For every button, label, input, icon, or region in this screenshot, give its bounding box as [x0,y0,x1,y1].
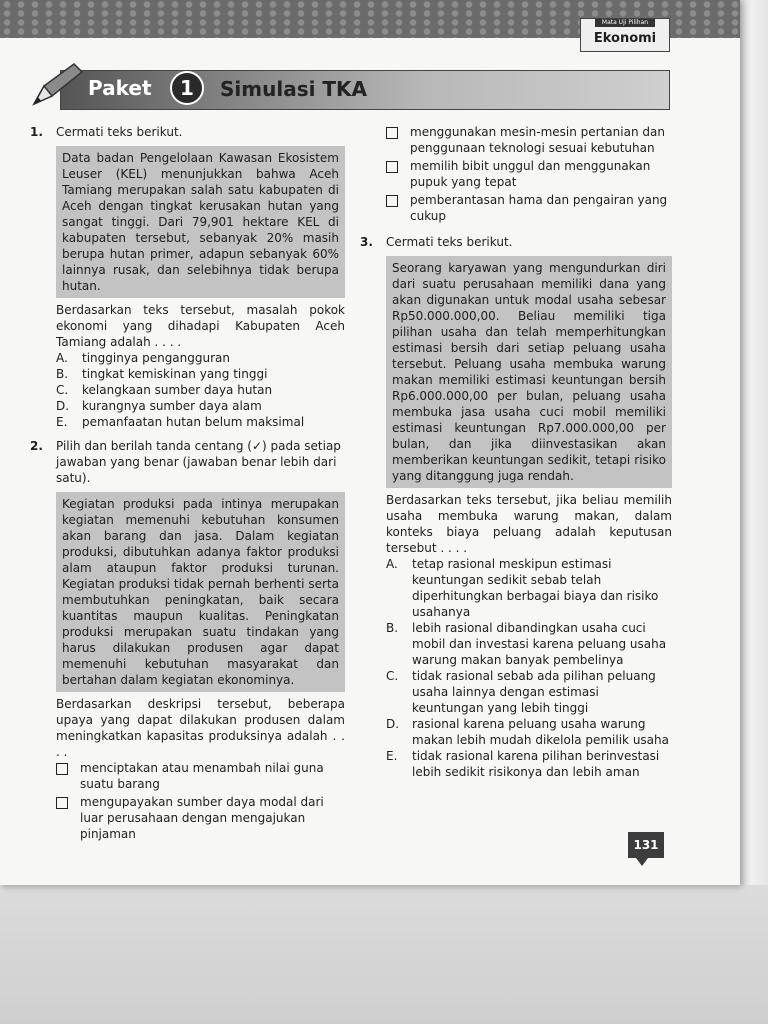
background-surface [0,880,768,1024]
answer-option[interactable] [56,366,345,382]
answer-option[interactable] [386,748,672,780]
answer-checkbox-option[interactable] [386,192,672,224]
right-column [360,124,672,780]
paket-label: Paket [88,76,152,100]
option-text: pemanfaatan hutan belum maksimal [82,415,305,429]
checkbox[interactable] [386,195,398,207]
question-2-header [30,438,345,486]
option-text: tetap rasional meskipun estimasi keuntungan sedikit sebab telah diperhitungkan berbagai biaya dan risiko usahanya [412,557,659,619]
answer-checkbox-option[interactable] [386,158,672,190]
checkbox[interactable] [386,161,398,173]
option-text: pemberantasan hama dan pengairan yang cukup [410,193,668,223]
option-letter: D. [56,399,70,413]
pencil-icon [28,60,84,110]
question-1-stem: Berdasarkan teks tersebut, masalah pokok ekonomi yang dihadapi Kabupaten Aceh Tamiang adalah . . . . [56,303,345,349]
answer-option[interactable] [386,556,672,620]
option-text: lebih rasional dibandingkan usaha cuci mobil dan investasi karena peluang usaha warung makan banyak pembelinya [412,621,667,667]
option-text: menggunakan mesin-mesin pertanian dan penggunaan teknologi sesuai kebutuhan [410,125,665,155]
question-prompt: Cermati teks berikut. [386,235,513,249]
answer-option[interactable] [386,620,672,668]
answer-checkbox-option[interactable] [56,794,345,842]
question-3-stem: Berdasarkan teks tersebut, jika beliau memilih usaha membuka warung makan, dalam konteks biaya peluang adalah keputusan tersebut . . . . [386,493,672,555]
option-letter: A. [56,351,68,365]
answer-option[interactable] [386,668,672,716]
option-text: rasional karena peluang usaha warung makan lebih mudah dikelola pemilik usaha [412,717,669,747]
option-letter: A. [386,557,398,571]
option-text: kurangnya sumber daya alam [82,399,262,413]
question-3-header [360,234,672,250]
question-number: 1. [30,125,43,139]
answer-checkbox-option[interactable] [56,760,345,792]
subject-name: Ekonomi [593,31,657,46]
option-text: menciptakan atau menambah nilai guna suatu barang [80,761,324,791]
checkbox[interactable] [386,127,398,139]
question-1-header [30,124,345,140]
option-letter: E. [56,415,68,429]
question-number: 2. [30,439,43,453]
question-prompt: Cermati teks berikut. [56,125,183,139]
option-letter: B. [386,621,399,635]
question-3-passage: Seorang karyawan yang mengundurkan diri dari suatu perusahaan memiliki dana yang akan digunakan untuk modal usaha sebesar Rp50.000.000,00. Beliau memiliki tiga pilihan usaha dan telah memperhitungkan estimasi bersih dari setiap peluang usaha tersebut. Peluang usaha membuka warung makan memiliki estimasi keuntungan bersih Rp6.000.000,00 per bulan, peluang usaha membuka jasa usaha cuci mobil memiliki estimasi keuntungan Rp7.000.000,00 per bulan, dan jika diinvestasikan akan memberikan keuntungan sedikit, tetapi risiko yang ditanggung juga rendah. [386,256,672,488]
option-letter: B. [56,367,69,381]
subject-caption: Mata Uji Pilihan [595,19,655,27]
option-text: memilih bibit unggul dan menggunakan pupuk yang tepat [410,159,651,189]
option-letter: C. [386,669,399,683]
left-column [30,124,345,844]
option-letter: E. [386,749,398,763]
option-text: kelangkaan sumber daya hutan [82,383,273,397]
option-letter: C. [56,383,69,397]
answer-checkbox-option[interactable] [386,124,672,156]
option-letter: D. [386,717,400,731]
page-title: Simulasi TKA [220,77,368,101]
question-number: 3. [360,235,373,249]
question-prompt: Pilih dan berilah tanda centang (✓) pada setiap jawaban yang benar (jawaban benar lebih dari satu). [56,439,341,485]
checkbox[interactable] [56,763,68,775]
question-2-passage: Kegiatan produksi pada intinya merupakan kegiatan memenuhi kebutuhan konsumen akan barang dan jasa. Dalam kegiatan produksi, dibutuhkan adanya faktor produksi alam ataupun faktor produksi turunan. Kegiatan produksi tidak pernah berhenti serta membutuhkan peningkatan, baik secara kuantitas maupun kualitas. Peningkatan produksi merupakan suatu tindakan yang harus dilakukan produsen agar dapat memenuhi kebutuhan masyarakat dan bertahan dalam kegiatan ekonominya. [56,492,345,692]
paket-number-badge: 1 [170,71,204,105]
answer-option[interactable] [56,382,345,398]
answer-option[interactable] [386,716,672,748]
option-text: tidak rasional karena pilihan berinvestasi lebih sedikit risikonya dan lebih aman [412,749,660,779]
book-spine [740,0,768,885]
answer-option[interactable] [56,398,345,414]
answer-option[interactable] [56,350,345,366]
question-1-passage: Data badan Pengelolaan Kawasan Ekosistem Leuser (KEL) menunjukkan bahwa Aceh Tamiang merupakan salah satu kabupaten di Aceh dengan tingkat kerusakan hutan yang sangat tinggi. Dari 79,901 hektare KEL di kabupaten tersebut, sebanyak 20% masih berupa hutan primer, adapun sebanyak 60% lainnya rusak, dan selebihnya tidak berupa hutan. [56,146,345,298]
answer-option[interactable] [56,414,345,430]
page-number-badge: 131 [628,832,664,858]
option-text: tingkat kemiskinan yang tinggi [82,367,268,381]
option-text: mengupayakan sumber daya modal dari luar perusahaan dengan mengajukan pinjaman [80,795,324,841]
subject-tab [580,18,670,52]
option-text: tingginya pengangguran [82,351,231,365]
option-text: tidak rasional sebab ada pilihan peluang usaha lainnya dengan estimasi keuntungan yang lebih tinggi [412,669,656,715]
question-2-stem: Berdasarkan deskripsi tersebut, beberapa upaya yang dapat dilakukan produsen dalam meningkatkan kapasitas produksinya adalah . . . . [56,697,345,759]
checkbox[interactable] [56,797,68,809]
